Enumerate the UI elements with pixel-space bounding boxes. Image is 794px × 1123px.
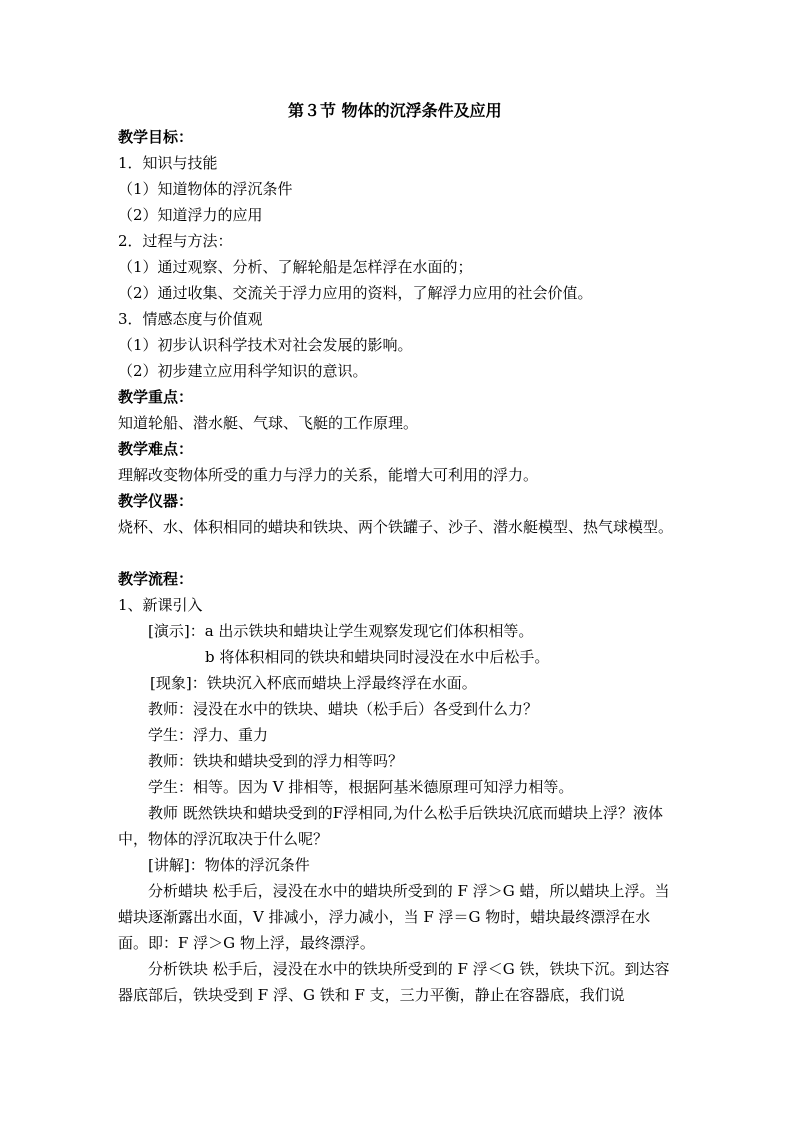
teacher-question-1: 教师：浸没在水中的铁块、蜡块（松手后）各受到什么力？ [148,700,539,718]
difficult-heading: 教学难点： [118,440,194,458]
difficult-text: 理解改变物体所受的重力与浮力的关系，能增大可利用的浮力。 [118,466,539,484]
phenomenon: [现象]：铁块沉入杯底而蜡块上浮最终浮在水面。 [150,674,477,692]
goal3-item: （2）初步建立应用科学知识的意识。 [118,362,368,380]
demo-a: [演示]：a 出示铁块和蜡块让学生观察发现它们体积相等。 [148,622,534,640]
goal2-heading: 2．过程与方法： [118,232,233,250]
student-answer-2: 学生：相等。因为 V 排相等，根据阿基米德原理可知浮力相等。 [148,778,574,796]
iron-analysis: 分析铁块 松手后，浸没在水中的铁块所受到的 F 浮＜G 铁，铁块下沉。到达容器底部后，铁块受到 F 浮、G 铁和 F 支，三力平衡，静止在容器底，我们说 [118,960,670,1004]
goals-heading: 教学目标： [118,128,194,146]
goal2-item: （2）通过收集、交流关于浮力应用的资料，了解浮力应用的社会价值。 [118,284,593,302]
teacher-question-3: 教师 既然铁块和蜡块受到的F浮相同,为什么松手后铁块沉底而蜡块上浮？液体中，物体的浮沉取决于什么呢？ [118,804,663,848]
explain-heading: [讲解]：物体的浮沉条件 [148,856,310,874]
goal1-item: （2）知道浮力的应用 [118,206,263,224]
teacher-question-2: 教师：铁块和蜡块受到的浮力相等吗？ [148,752,404,770]
equipment-text: 烧杯、水、体积相同的蜡块和铁块、两个铁罐子、沙子、潜水艇模型、热气球模型。 [118,518,674,536]
equipment-heading: 教学仪器： [118,492,194,510]
key-heading: 教学重点： [118,388,194,406]
intro-heading: 1、新课引入 [118,596,203,614]
wax-analysis: 分析蜡块 松手后，浸没在水中的蜡块所受到的 F 浮＞G 蜡，所以蜡块上浮。当蜡块逐渐露出水面，V 排减小，浮力减小，当 F 浮＝G 物时，蜡块最终漂浮在水面。即：F 浮＞G 物上浮，最终漂浮。 [118,882,670,952]
process-heading: 教学流程： [118,570,194,588]
key-text: 知道轮船、潜水艇、气球、飞艇的工作原理。 [118,414,419,432]
goal2-item: （1）通过观察、分析、了解轮船是怎样浮在水面的； [118,258,473,276]
demo-b: b 将体积相同的铁块和蜡块同时浸没在水中后松手。 [205,648,550,666]
goal3-heading: 3．情感态度与价值观 [118,310,263,328]
goal1-item: （1）知道物体的浮沉条件 [118,180,293,198]
goal1-heading: 1．知识与技能 [118,154,218,172]
page-title: 第３节 物体的沉浮条件及应用 [288,101,502,120]
student-answer-1: 学生：浮力、重力 [148,726,269,744]
goal3-item: （1）初步认识科学技术对社会发展的影响。 [118,336,413,354]
